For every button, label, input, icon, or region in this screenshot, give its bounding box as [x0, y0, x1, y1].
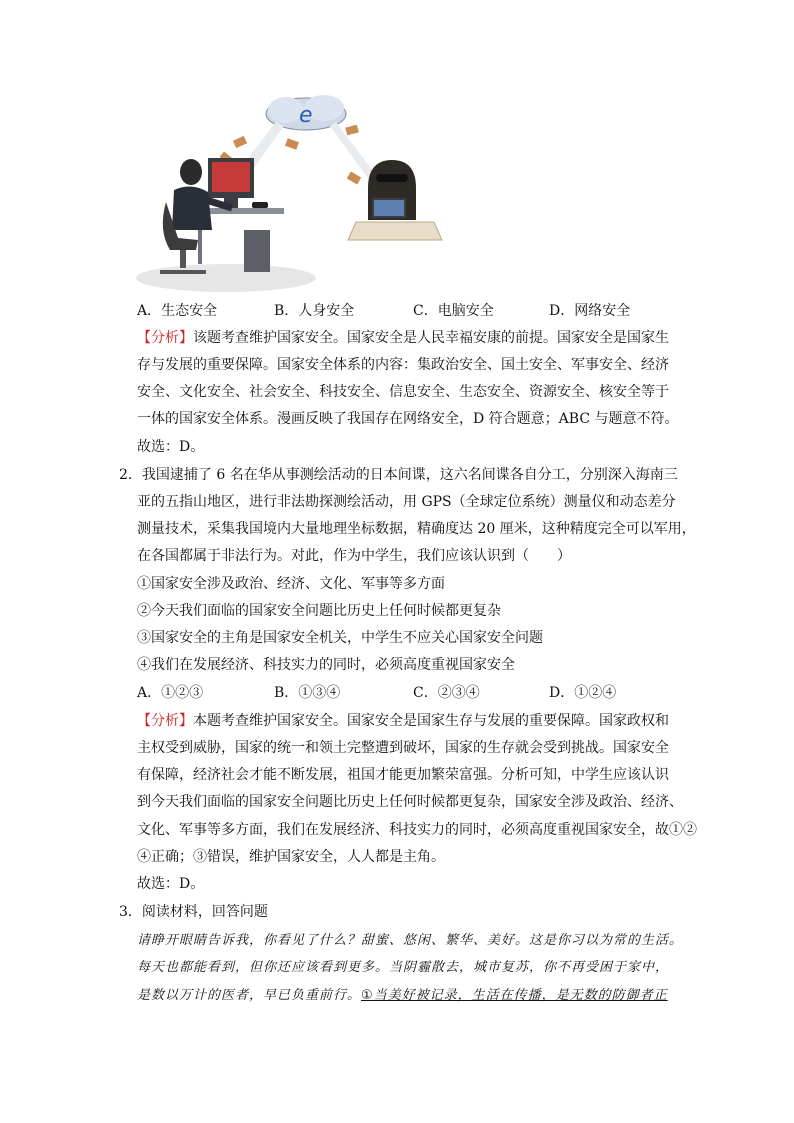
q2-statement-3: ③国家安全的主角是国家安全机关，中学生不应关心国家安全问题 [137, 630, 543, 646]
q2-option-c: C．②③④ [413, 685, 480, 701]
q2-stem-line-4: 在各国都属于非法行为。对此，作为中学生，我们应该认识到（ ） [137, 548, 571, 564]
q1-analysis-line-2: 存与发展的重要保障。国家安全体系的内容：集政治安全、国土安全、军事安全、经济 [137, 357, 669, 373]
q1-option-a: A．生态安全 [137, 303, 218, 319]
q1-option-b: B．人身安全 [274, 303, 355, 319]
q2-option-d: D．①②④ [549, 685, 617, 701]
q2-statement-2: ②今天我们面临的国家安全问题比历史上任何时候都更复杂 [137, 603, 501, 619]
q3-material-line-2: 每天也都能看到，但你还应该看到更多。当阴霾散去，城市复苏，你不再受困于家中， [137, 960, 670, 975]
q2-stem-line-2: 亚的五指山地区，进行非法勘探测绘活动，用 GPS（全球定位系统）测量仪和动态差分 [137, 494, 676, 510]
q3-number: 3． [119, 904, 142, 920]
q3-material-line-3: 是数以万计的医者，早已负重前行。①当美好被记录，生活在传播，是无数的防御者正 [137, 988, 668, 1003]
q2-statement-4: ④我们在发展经济、科技实力的同时，必须高度重视国家安全 [137, 657, 515, 673]
q2-option-a: A．①②③ [137, 685, 204, 701]
q2-analysis-line-5: 文化、军事等多方面，我们在发展经济、科技实力的同时，必须高度重视国家安全，故①② [137, 822, 697, 838]
q1-analysis-tag: 【分析】 [137, 330, 193, 346]
q1-option-d: D．网络安全 [549, 303, 631, 319]
q1-options [137, 298, 630, 325]
q1-option-c: C．电脑安全 [413, 303, 494, 319]
q2-analysis-tag: 【分析】 [137, 713, 193, 729]
q2-analysis-line-6: ④正确；③错误，维护国家安全，人人都是主角。 [137, 849, 445, 865]
q2-analysis-line-3: 有保障，经济社会才能不断发展，祖国才能更加繁荣富强。分析可知，中学生应该认识 [137, 767, 669, 783]
q2-analysis-line-1: 【分析】本题考查维护国家安全。国家安全是国家生存与发展的重要保障。国家政权和 [137, 713, 669, 729]
q1-analysis-line-3: 安全、文化安全、社会安全、科技安全、信息安全、生态安全、资源安全、核安全等于 [137, 384, 669, 400]
network-security-cartoon [136, 90, 448, 296]
svg-text:e: e [299, 103, 313, 128]
q2-option-b: B．①③④ [274, 685, 341, 701]
q2-statement-1: ①国家安全涉及政治、经济、文化、军事等多方面 [137, 576, 445, 592]
q2-answer: 故选：D。 [137, 876, 205, 892]
q2-stem-line-1: 2．我国逮捕了 6 名在华从事测绘活动的日本间谍，这六名间谍各自分工，分别深入海南三 [119, 467, 678, 483]
q1-analysis-line-4: 一体的国家安全体系。漫画反映了我国存在网络安全，D 符合题意；ABC 与题意不符。 [137, 411, 679, 427]
q1-analysis-line-1: 【分析】该题考查维护国家安全。国家安全是人民幸福安康的前提。国家安全是国家生 [137, 330, 669, 346]
q2-number: 2． [119, 467, 142, 483]
q2-analysis-line-2: 主权受到威胁，国家的统一和领土完整遭到破坏，国家的生存就会受到挑战。国家安全 [137, 740, 669, 756]
q2-options [137, 680, 616, 707]
q3-underlined-text: ①当美好被记录，生活在传播，是无数的防御者正 [361, 988, 668, 1003]
q2-analysis-line-4: 到今天我们面临的国家安全问题比历史上任何时候都更复杂，国家安全涉及政治、经济、 [137, 794, 683, 810]
q1-answer: 故选：D。 [137, 439, 205, 455]
q3-material-line-1: 请睁开眼睛告诉我，你看见了什么？甜蜜、悠闲、繁华、美好。这是你习以为常的生活。 [137, 933, 684, 948]
q3-stem: 3．阅读材料，回答问题 [119, 904, 268, 920]
q2-stem-line-3: 测量技术，采集我国境内大量地理坐标数据，精确度达 20 厘米，这种精度完全可以军用， [137, 521, 696, 537]
